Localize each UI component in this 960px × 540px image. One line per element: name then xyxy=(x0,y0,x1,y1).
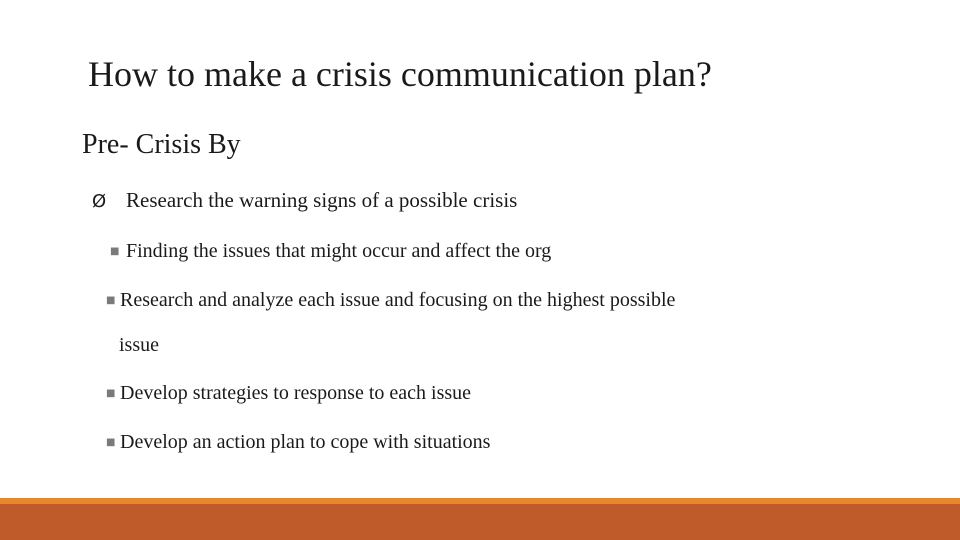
sub-bullet xyxy=(106,429,490,456)
sub-bullet-text: Develop an action plan to cope with situations xyxy=(120,431,491,453)
square-bullet-icon: ■ xyxy=(106,295,116,306)
square-bullet-icon: ■ xyxy=(106,437,116,448)
square-bullet-icon: ■ xyxy=(110,246,120,257)
sub-bullet-text: Develop strategies to response to each issue xyxy=(120,382,472,404)
arrow-bullet-icon: Ø xyxy=(92,191,107,212)
slide-title: How to make a crisis communication plan? xyxy=(88,54,712,94)
main-bullet xyxy=(92,186,517,216)
sub-bullet-text: Research and analyze each issue and focusing on the highest possible xyxy=(120,289,676,311)
sub-bullet xyxy=(106,380,471,407)
sub-bullet-text-continued: issue xyxy=(119,334,159,356)
slide-subtitle: Pre- Crisis By xyxy=(82,129,241,160)
sub-bullet-text: Finding the issues that might occur and affect the org xyxy=(126,240,552,262)
footer-accent-bar xyxy=(0,504,960,540)
main-bullet-text: Research the warning signs of a possible crisis xyxy=(126,188,518,212)
square-bullet-icon: ■ xyxy=(106,388,116,399)
sub-bullet xyxy=(110,238,551,265)
sub-bullet xyxy=(106,287,806,358)
